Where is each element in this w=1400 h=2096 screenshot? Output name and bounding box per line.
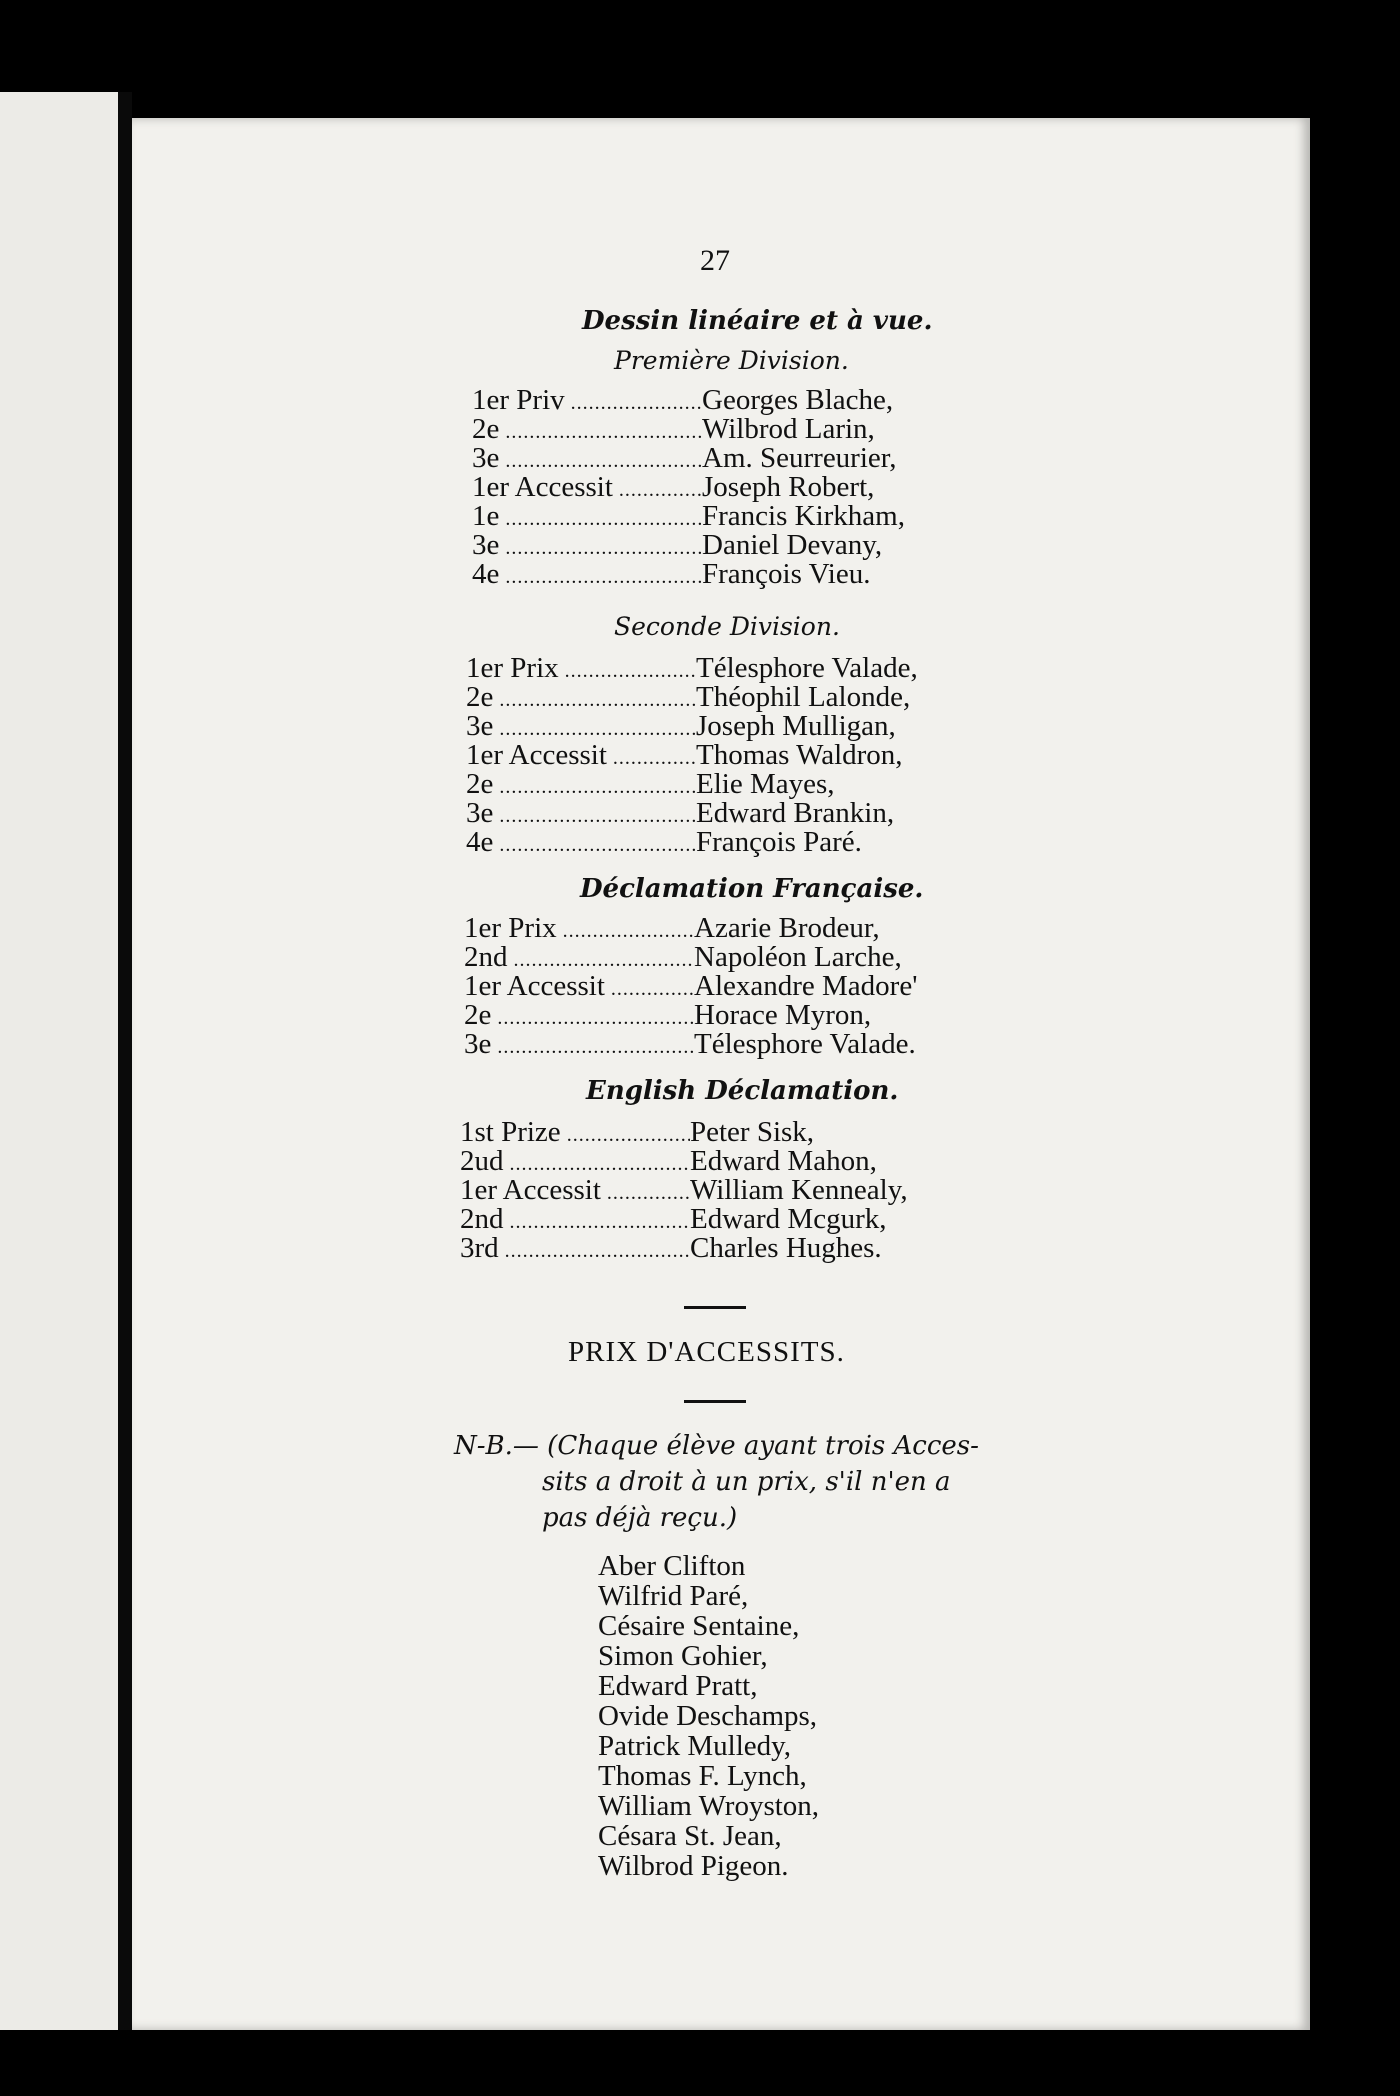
student-name: Joseph Mulligan, — [696, 710, 896, 742]
rank-label: 1er Accessit ..... — [460, 1174, 690, 1207]
list-item — [472, 500, 905, 532]
list-item — [472, 442, 905, 474]
note-line: pas déjà reçu.) — [542, 1503, 738, 1533]
list-item — [460, 1116, 908, 1148]
rank-label: 2nd ..... — [464, 941, 694, 974]
student-name: Télesphore Valade. — [694, 1028, 916, 1060]
student-name: Césaire Sentaine, — [598, 1610, 800, 1642]
rank-label: 2e ..... — [472, 413, 702, 446]
list-seconde-division — [466, 652, 918, 858]
student-name: Patrick Mulledy, — [598, 1730, 792, 1762]
note-block — [454, 1428, 979, 1536]
rank-label: 2nd ..... — [460, 1203, 690, 1236]
student-name: Horace Myron, — [694, 999, 872, 1031]
divider-rule — [684, 1306, 746, 1309]
rank-label: 1er Prix ..... — [466, 652, 696, 685]
rank-label: 4e ..... — [466, 826, 696, 859]
list-item — [460, 1174, 908, 1206]
rank-label: 1er Accessit ..... — [472, 471, 702, 504]
list-item — [466, 652, 918, 684]
student-name: Peter Sisk, — [690, 1116, 815, 1148]
student-name: Charles Hughes. — [690, 1232, 882, 1264]
rank-label: 3rd ..... — [460, 1232, 690, 1265]
rank-label: 3e ..... — [472, 442, 702, 475]
note-line: N-B.— (Chaque élève ayant trois Acces- — [454, 1431, 979, 1461]
rank-label: 1er Accessit ..... — [466, 739, 696, 772]
student-name: Alexandre Madore' — [694, 970, 918, 1002]
student-name: Elie Mayes, — [696, 768, 835, 800]
student-name: Georges Blache, — [702, 384, 894, 416]
rank-label: 3e ..... — [464, 1028, 694, 1061]
student-name: Wilfrid Paré, — [598, 1580, 749, 1612]
student-name: Césara St. Jean, — [598, 1820, 782, 1852]
divider-rule — [684, 1400, 746, 1403]
student-name: William Kennealy, — [690, 1174, 908, 1206]
rank-label: 1st Prize ..... — [460, 1116, 690, 1149]
rank-label: 3e ..... — [472, 529, 702, 562]
student-name: Napoléon Larche, — [694, 941, 902, 973]
list-item — [472, 529, 905, 561]
rank-label: 2e ..... — [466, 768, 696, 801]
student-name: François Paré. — [696, 826, 862, 858]
list-item — [466, 681, 918, 713]
list-item — [460, 1232, 908, 1264]
list-item — [460, 1203, 908, 1235]
student-name: Simon Gohier, — [598, 1640, 768, 1672]
student-name: Ovide Deschamps, — [598, 1700, 818, 1732]
page-gutter — [118, 92, 132, 2030]
student-name: Azarie Brodeur, — [694, 912, 880, 944]
student-name: Théophil Lalonde, — [696, 681, 911, 713]
list-english-declamation — [460, 1116, 908, 1264]
section-title-dessin: Dessin linéaire et à vue. — [582, 306, 933, 336]
student-name: Edward Mcgurk, — [690, 1203, 887, 1235]
list-item — [472, 384, 905, 416]
subsection-title-premiere: Première Division. — [614, 346, 849, 375]
section-title-declamation-francaise: Déclamation Française. — [580, 874, 924, 904]
list-item — [472, 471, 905, 503]
student-name: Télesphore Valade, — [696, 652, 918, 684]
student-name: Thomas Waldron, — [696, 739, 903, 771]
student-name: Joseph Robert, — [702, 471, 875, 503]
list-item — [466, 710, 918, 742]
list-item — [472, 558, 905, 590]
list-item — [472, 413, 905, 445]
rank-label: 4e ..... — [472, 558, 702, 591]
rank-label: 1e ..... — [472, 500, 702, 533]
list-item — [466, 739, 918, 771]
list-item — [464, 970, 918, 1002]
rank-label: 3e ..... — [466, 797, 696, 830]
student-name: Daniel Devany, — [702, 529, 883, 561]
student-name: Thomas F. Lynch, — [598, 1760, 807, 1792]
note-line: sits a droit à un prix, s'il n'en a — [542, 1467, 951, 1497]
student-name: Wilbrod Larin, — [702, 413, 875, 445]
list-item — [460, 1145, 908, 1177]
list-item — [466, 826, 918, 858]
student-name: Edward Mahon, — [690, 1145, 877, 1177]
list-item — [466, 768, 918, 800]
list-item — [464, 999, 917, 1031]
section-title-prix-accessits: PRIX D'ACCESSITS. — [568, 1336, 845, 1368]
facing-page-edge — [0, 92, 118, 2030]
list-item — [466, 797, 918, 829]
rank-label: 2e ..... — [466, 681, 696, 714]
rank-label: 1er Prix ..... — [464, 912, 694, 945]
rank-label: 2ud ..... — [460, 1145, 690, 1178]
list-declamation-francaise — [464, 912, 918, 1060]
list-item — [464, 941, 917, 973]
page-number: 27 — [700, 244, 730, 277]
student-name: William Wroyston, — [598, 1790, 820, 1822]
student-name: François Vieu. — [702, 558, 871, 590]
student-name: Wilbrod Pigeon. — [598, 1850, 789, 1882]
student-name: Aber Clifton — [598, 1550, 746, 1582]
rank-label: 1er Priv ..... — [472, 384, 702, 417]
list-premiere-division — [472, 384, 905, 590]
list-prix-accessits — [598, 1550, 819, 1880]
subsection-title-seconde: Seconde Division. — [614, 612, 840, 641]
student-name: Edward Pratt, — [598, 1670, 758, 1702]
rank-label: 1er Accessit ..... — [464, 970, 694, 1003]
rank-label: 3e ..... — [466, 710, 696, 743]
list-item — [464, 1028, 917, 1060]
student-name: Edward Brankin, — [696, 797, 895, 829]
rank-label: 2e ..... — [464, 999, 694, 1032]
student-name: Am. Seurreurier, — [702, 442, 897, 474]
section-title-english-declamation: English Déclamation. — [586, 1076, 899, 1106]
list-item — [464, 912, 917, 944]
student-name: Francis Kirkham, — [702, 500, 905, 532]
